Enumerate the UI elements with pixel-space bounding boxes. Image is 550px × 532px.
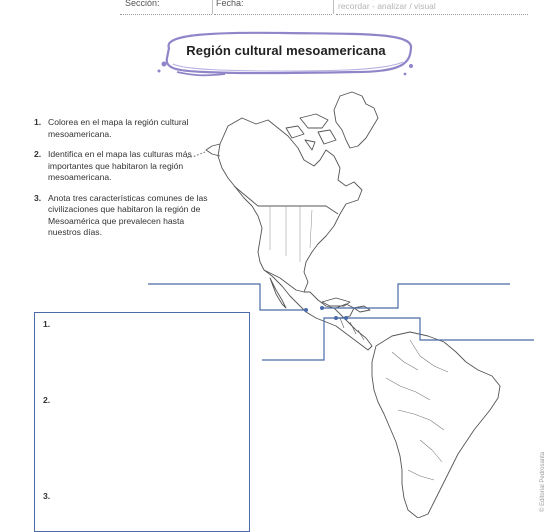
answer-number-3: 3. (43, 491, 51, 501)
instruction-text: Identifica en el mapa las culturas más importantes que habitaron la región mesoamericana. (48, 149, 192, 182)
greenland-outline (334, 92, 378, 148)
us-state-lines (270, 206, 312, 262)
south-america-outline (372, 332, 500, 518)
skills-tag: recordar - analizar / visual (338, 1, 436, 11)
leader-dot (334, 316, 338, 320)
instruction-number: 2. (34, 149, 42, 159)
section-label: Sección: (125, 0, 160, 8)
instruction-number: 1. (34, 117, 42, 127)
arctic-islands-outline (286, 114, 336, 150)
leader-line-1 (148, 284, 306, 310)
answer-number-2: 2. (43, 395, 51, 405)
leader-dot (344, 316, 348, 320)
leader-line-3 (262, 318, 346, 360)
aleutians (186, 152, 205, 158)
answer-box[interactable] (34, 312, 250, 532)
date-label: Fecha: (216, 0, 244, 8)
leader-line-4 (336, 318, 534, 340)
instruction-text: Anota tres características comunes de las civilizaciones que habitaron la región de Mesoamérica que prevalecen hasta nuestros días. (48, 192, 208, 237)
instruction-text: Colorea en el mapa la región cultural mesoamericana. (48, 117, 189, 139)
leader-dot (304, 308, 308, 312)
central-america-borders (340, 318, 364, 340)
hispaniola-outline (354, 306, 370, 312)
south-america-country-borders (386, 340, 448, 480)
publisher-credit: © Editorial Pedrosanta (540, 451, 546, 512)
leader-dot (320, 306, 324, 310)
leader-line-2 (322, 284, 510, 308)
north-america-outline (218, 118, 362, 292)
answer-number-1: 1. (43, 319, 51, 329)
cuba-outline (322, 298, 350, 306)
page-title: Región cultural mesoamericana (186, 43, 386, 58)
instruction-number: 3. (34, 192, 42, 203)
